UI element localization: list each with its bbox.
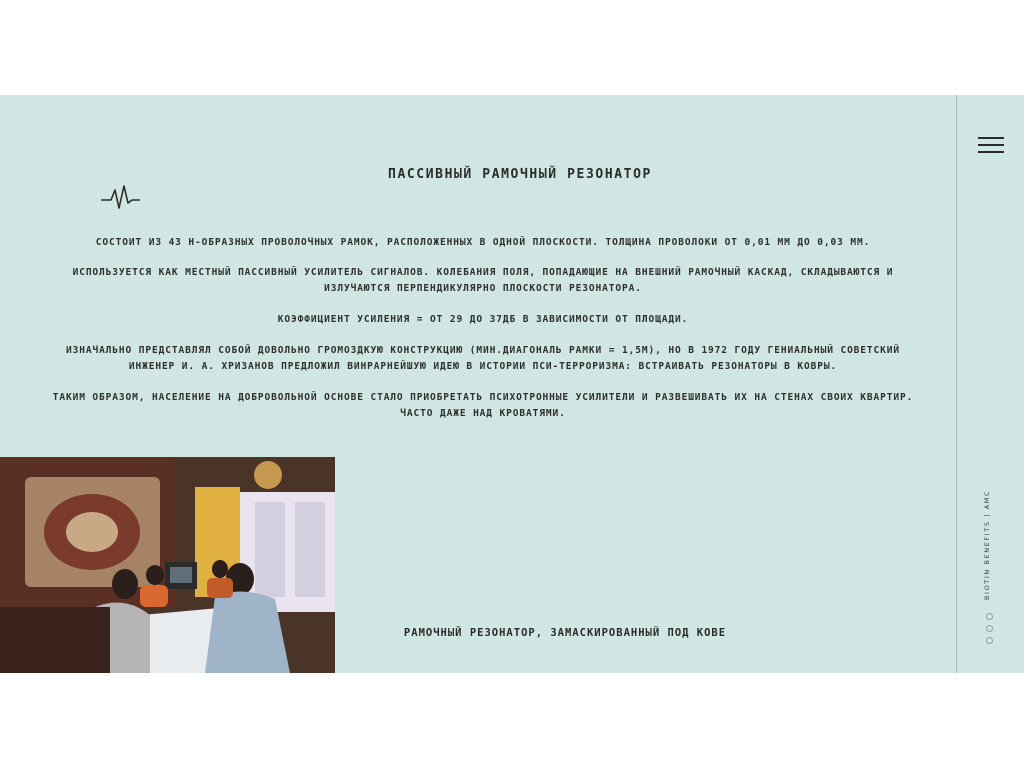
paragraph-usage-text: ИСПОЛЬЗУЕТСЯ КАК МЕСТНЫЙ ПАССИВНЫЙ УСИЛИТЕЛЬ СИГНАЛОВ. КОЛЕБАНИЯ ПОЛЯ, ПОПАДАЮЩИЕ НА ВНЕШНИЙ РАМОЧНЫЙ КАСКАД, СКЛАДЫВАЮТСЯ И ИЗЛУЧАЮТСЯ ПЕРПЕНДИКУЛЯРНО ПЛОСКОСТИ РЕЗОНАТОРА. — [72, 267, 894, 294]
slide — [0, 95, 1024, 673]
slide-nav-dots — [986, 613, 996, 653]
paragraph-usage — [0, 265, 966, 297]
brand-text: BIOTIN BENEFITS | AMC — [983, 489, 991, 600]
nav-dot[interactable] — [986, 625, 993, 632]
hamburger-menu-icon[interactable] — [978, 135, 1004, 155]
paragraph-population-text: ТАКИМ ОБРАЗОМ, НАСЕЛЕНИЕ НА ДОБРОВОЛЬНОЙ ОСНОВЕ СТАЛО ПРИОБРЕТАТЬ ПСИХОТРОННЫЕ УСИЛИТЕЛИ И РАЗВЕШИВАТЬ ИХ НА СТЕНАХ СВОИХ КВАРТИР. ЧАСТО ДАЖЕ НАД КРОВАТЯМИ. — [52, 392, 914, 419]
nav-dot[interactable] — [986, 637, 993, 644]
nav-dot[interactable] — [986, 613, 993, 620]
paragraph-structure: СОСТОИТ ИЗ 43 Н-ОБРАЗНЫХ ПРОВОЛОЧНЫХ РАМОК, РАСПОЛОЖЕННЫХ В ОДНОЙ ПЛОСКОСТИ. ТОЛЩИНА ПРОВОЛОКИ ОТ 0,01 ММ ДО 0,03 ММ. — [95, 237, 871, 248]
paragraph-history — [0, 343, 966, 375]
pulse-icon — [100, 183, 142, 213]
paragraph-population — [0, 390, 966, 422]
sidebar-divider — [956, 95, 957, 673]
family-dinner-photo — [0, 457, 335, 673]
paragraph-history-text: ИЗНАЧАЛЬНО ПРЕДСТАВЛЯЛ СОБОЙ ДОВОЛЬНО ГРОМОЗДКУЮ КОНСТРУКЦИЮ (МИН.ДИАГОНАЛЬ РАМКИ = 1,5М), НО В 1972 ГОДУ ГЕНИАЛЬНЫЙ СОВЕТСКИЙ ИНЖЕНЕР И. А. ХРИЗАНОВ ПРЕДЛОЖИЛ ВИНРАРНЕЙШУЮ ИДЕЮ В ИСТОРИИ ПСИ-ТЕРРОРИЗМА: ВСТРАИВАТЬ РЕЗОНАТОРЫ В КОВРЫ. — [65, 345, 901, 372]
photo-caption: РАМОЧНЫЙ РЕЗОНАТОР, ЗАМАСКИРОВАННЫЙ ПОД КОВЕ — [403, 627, 727, 639]
slide-title: ПАССИВНЫЙ РАМОЧНЫЙ РЕЗОНАТОР — [388, 167, 652, 182]
paragraph-gain: КОЭФФИЦИЕНТ УСИЛЕНИЯ = ОТ 29 ДО 37ДБ В ЗАВИСИМОСТИ ОТ ПЛОЩАДИ. — [277, 314, 689, 325]
